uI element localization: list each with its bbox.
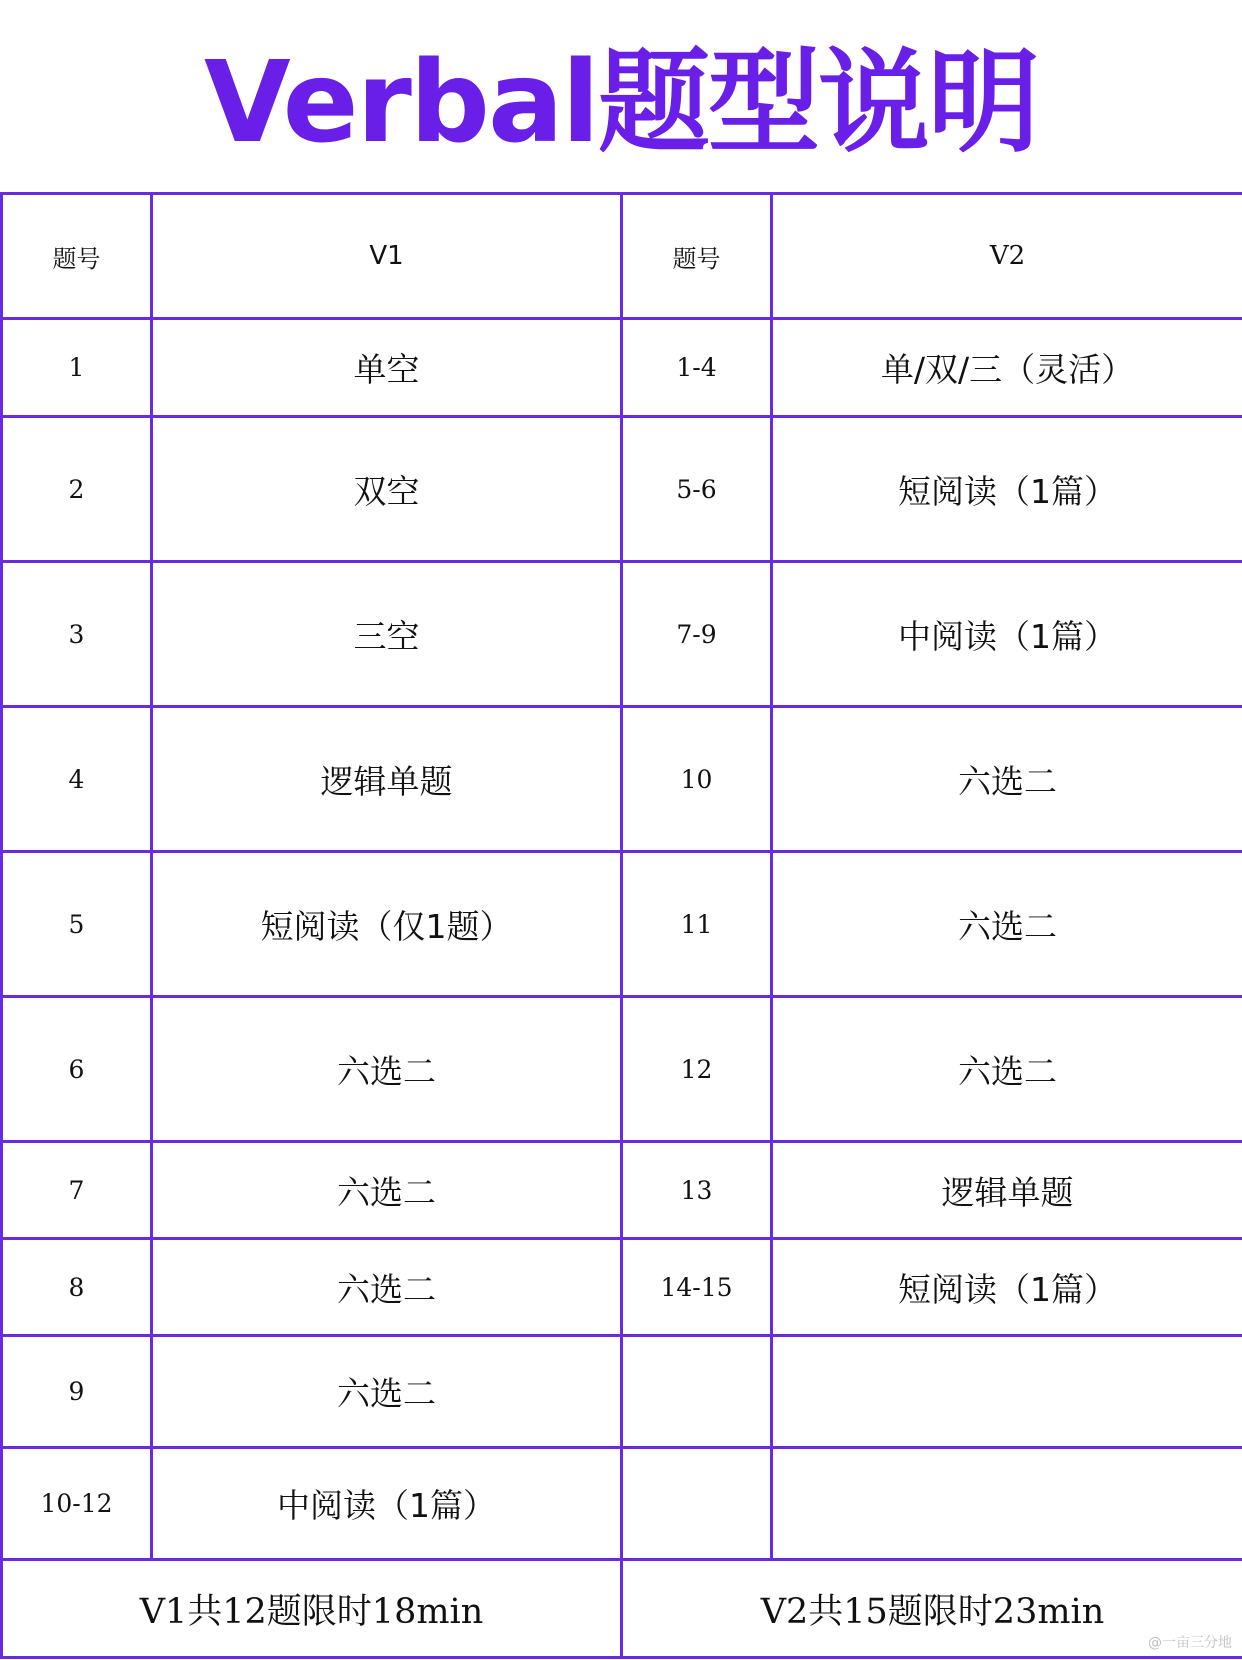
v2-question-type: 六选二 [772, 852, 1242, 997]
v2-question-number: 7-9 [622, 562, 772, 707]
v1-question-type: 中阅读（1篇） [152, 1448, 622, 1560]
v2-question-number: 10 [622, 707, 772, 852]
v1-question-number: 5 [2, 852, 152, 997]
v1-question-type: 单空 [152, 319, 622, 417]
table-row [2, 417, 1242, 562]
v1-question-number: 8 [2, 1239, 152, 1336]
table-row [2, 997, 1242, 1142]
question-type-table [0, 192, 1242, 1659]
table-footer-row [2, 1560, 1242, 1658]
v1-question-type: 六选二 [152, 1239, 622, 1336]
v2-question-type: 逻辑单题 [772, 1142, 1242, 1239]
v2-question-type: 单/双/三（灵活） [772, 319, 1242, 417]
table-row [2, 1336, 1242, 1448]
page-title: Verbal题型说明 [204, 38, 1038, 168]
v2-question-type [772, 1448, 1242, 1560]
v1-question-number: 6 [2, 997, 152, 1142]
table-row [2, 1239, 1242, 1336]
v1-question-type: 六选二 [152, 1336, 622, 1448]
v2-question-number [622, 1336, 772, 1448]
table-row [2, 1448, 1242, 1560]
v2-question-number: 14-15 [622, 1239, 772, 1336]
watermark: @一亩三分地 [1148, 1635, 1232, 1651]
v2-question-type: 短阅读（1篇） [772, 417, 1242, 562]
v2-question-type [772, 1336, 1242, 1448]
table-header-row [2, 194, 1242, 319]
v1-question-number: 4 [2, 707, 152, 852]
v2-question-number: 5-6 [622, 417, 772, 562]
v1-question-type: 双空 [152, 417, 622, 562]
header-v1: V1 [152, 194, 622, 319]
v1-question-type: 六选二 [152, 997, 622, 1142]
table-row [2, 319, 1242, 417]
v2-question-number: 1-4 [622, 319, 772, 417]
header-v2: V2 [772, 194, 1242, 319]
v2-question-number [622, 1448, 772, 1560]
v1-question-number: 10-12 [2, 1448, 152, 1560]
table-row [2, 707, 1242, 852]
v1-question-type: 逻辑单题 [152, 707, 622, 852]
v1-question-number: 7 [2, 1142, 152, 1239]
header-question-number-v1: 题号 [2, 194, 152, 319]
v1-question-type: 六选二 [152, 1142, 622, 1239]
v1-question-number: 2 [2, 417, 152, 562]
v1-question-number: 9 [2, 1336, 152, 1448]
header-question-number-v2: 题号 [622, 194, 772, 319]
table-row [2, 852, 1242, 997]
table-row [2, 1142, 1242, 1239]
v2-question-type: 六选二 [772, 707, 1242, 852]
v1-question-type: 短阅读（仅1题） [152, 852, 622, 997]
v2-question-type: 短阅读（1篇） [772, 1239, 1242, 1336]
v1-question-number: 1 [2, 319, 152, 417]
table-row [2, 562, 1242, 707]
v2-question-number: 11 [622, 852, 772, 997]
v2-question-type: 中阅读（1篇） [772, 562, 1242, 707]
v2-question-number: 12 [622, 997, 772, 1142]
v2-question-type: 六选二 [772, 997, 1242, 1142]
v1-question-type: 三空 [152, 562, 622, 707]
v2-summary: V2共15题限时23min [622, 1560, 1242, 1658]
v1-question-number: 3 [2, 562, 152, 707]
v1-summary: V1共12题限时18min [2, 1560, 622, 1658]
v2-question-number: 13 [622, 1142, 772, 1239]
